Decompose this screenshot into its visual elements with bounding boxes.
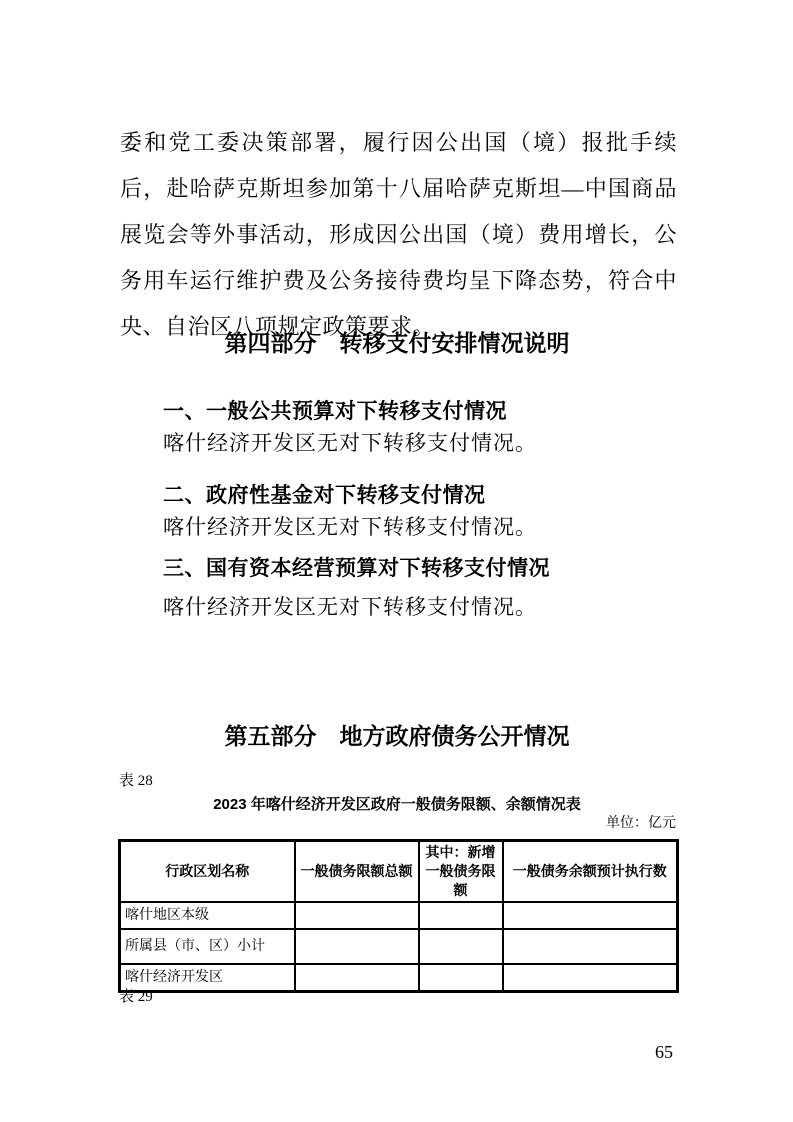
row-new-limit-cell: [419, 929, 503, 964]
table28-label: 表 28: [119, 773, 153, 789]
row-region-name: 喀什经济开发区: [120, 964, 295, 991]
part4-item2-heading: 二、政府性基金对下转移支付情况: [163, 483, 486, 507]
row-limit-total-cell: [295, 929, 419, 964]
part4-item1-heading: 一、一般公共预算对下转移支付情况: [163, 399, 507, 423]
table-row: [120, 964, 678, 991]
table-row: [120, 902, 678, 929]
table28-unit-label: 单位：亿元: [606, 816, 676, 831]
part4-item3-body: 喀什经济开发区无对下转移支付情况。: [163, 595, 537, 619]
part4-item2-body: 喀什经济开发区无对下转移支付情况。: [163, 515, 537, 539]
table29-label: 表 29: [119, 989, 153, 1005]
intro-paragraph: 委和党工委决策部署，履行因公出国（境）报批手续后，赴哈萨克斯坦参加第十八届哈萨克斯坦—中国商品展览会等外事活动，形成因公出国（境）费用增长，公务用车运行维护费及公务接待费均呈下降态势，符合中央、自治区八项规定政策要求。: [120, 130, 677, 339]
row-balance-forecast-cell: [503, 902, 678, 929]
table-row: [120, 929, 678, 964]
page-number: 65: [655, 1042, 673, 1062]
part4-item3-heading: 三、国有资本经营预算对下转移支付情况: [163, 556, 550, 580]
col-header-new-limit: 其中：新增一般债务限额: [419, 841, 503, 903]
row-limit-total-cell: [295, 964, 419, 991]
table-header-row: [120, 841, 678, 903]
row-region-name: 喀什地区本级: [120, 902, 295, 929]
table28-title: 2023 年喀什经济开发区政府一般债务限额、余额情况表: [213, 796, 581, 813]
row-region-name: 所属县（市、区）小计: [120, 929, 295, 964]
row-balance-forecast-cell: [503, 964, 678, 991]
part4-item1-body: 喀什经济开发区无对下转移支付情况。: [163, 431, 537, 455]
debt-limit-table: [118, 839, 679, 993]
row-balance-forecast-cell: [503, 929, 678, 964]
row-new-limit-cell: [419, 902, 503, 929]
col-header-limit-total: 一般债务限额总额: [295, 841, 419, 903]
col-header-region: 行政区划名称: [120, 841, 295, 903]
row-new-limit-cell: [419, 964, 503, 991]
row-limit-total-cell: [295, 902, 419, 929]
part4-heading: 第四部分 转移支付安排情况说明: [224, 330, 570, 356]
col-header-balance-forecast: 一般债务余额预计执行数: [503, 841, 678, 903]
part5-heading: 第五部分 地方政府债务公开情况: [224, 723, 570, 749]
